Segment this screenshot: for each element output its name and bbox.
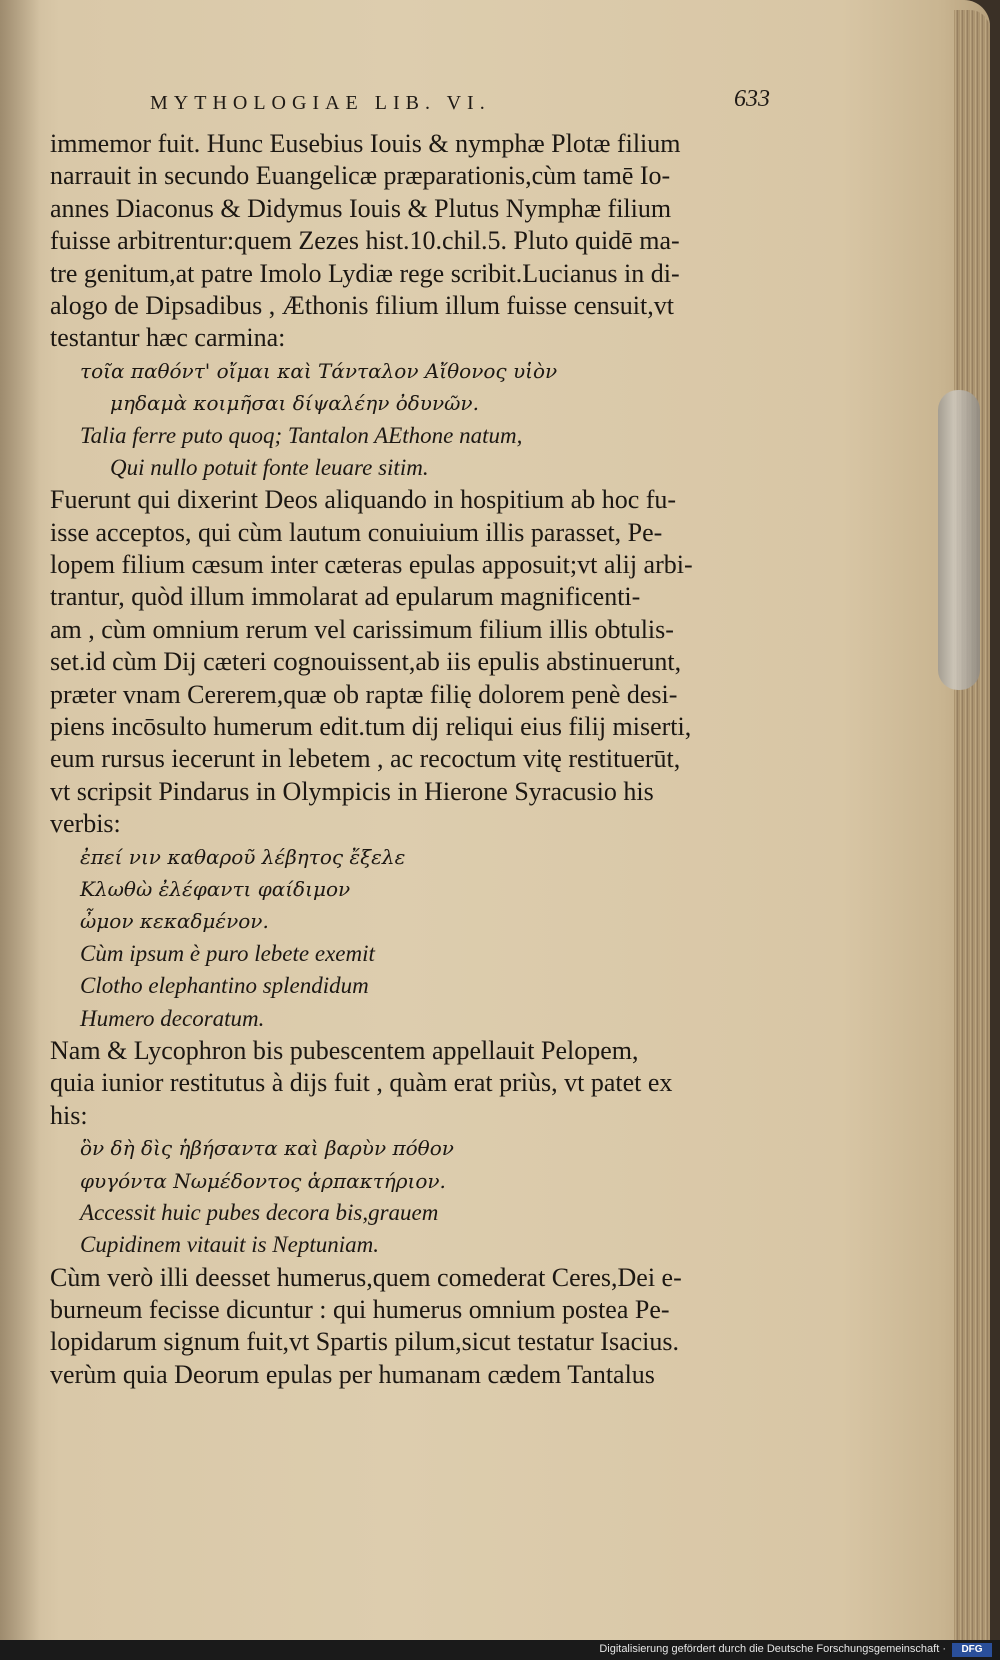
latin-verse-line: Cupidinem vitauit is Neptuniam. <box>80 1232 379 1258</box>
prose-line: set.id cùm Dij cæteri cognouissent,ab iis epulis abstinuerunt, <box>50 647 682 677</box>
greek-verse-line: μηδαμὰ κοιμῆσαι δίψαλέην ὀδυνῶν. <box>110 391 479 416</box>
latin-verse-line: Clotho elephantino splendidum <box>80 973 369 999</box>
prose-line: isse acceptos, qui cùm lautum conuiuium illis parasset, Pe- <box>50 517 663 547</box>
body-text <box>50 128 730 1391</box>
dfg-logo: DFG <box>952 1643 992 1657</box>
prose-line: piens incōsulto humerum edit.tum dij reliqui eius filij miserti, <box>50 712 692 742</box>
latin-verse-line: Talia ferre puto quoq; Tantalon AEthone natum, <box>80 422 523 448</box>
prose-line: verbis: <box>50 809 121 839</box>
greek-verse-line: ἐπεί νιν καθαροῦ λέβητος ἔξελε <box>80 844 406 869</box>
book-clasp <box>938 390 980 690</box>
prose-line: fuisse arbitrentur:quem Zezes hist.10.chil.5. Pluto quidē ma- <box>50 226 680 256</box>
greek-verse-line: Κλωθὼ ἐλέφαντι φαίδιμον <box>80 876 351 901</box>
prose-line: trantur, quòd illum immolarat ad epularum magnificenti- <box>50 582 641 612</box>
greek-verse-line: ὦμον κεκαδμένον. <box>80 909 269 934</box>
greek-verse-line: ὃν δὴ δὶς ἡβήσαντα καὶ βαρὺν πόθον <box>80 1136 454 1161</box>
prose-line: his: <box>50 1100 88 1130</box>
latin-verse-line: Accessit huic pubes decora bis,grauem <box>80 1199 439 1225</box>
prose-line: vt scripsit Pindarus in Olympicis in Hierone Syracusio his <box>50 776 654 806</box>
latin-verse-line: Qui nullo potuit fonte leuare sitim. <box>110 454 429 480</box>
prose-line: Cùm verò illi deesset humerus,quem comederat Ceres,Dei e- <box>50 1262 682 1292</box>
latin-verse-line: Humero decoratum. <box>80 1005 265 1031</box>
prose-line: eum rursus iecerunt in lebetem , ac recoctum vitę restituerūt, <box>50 744 681 774</box>
prose-line: verùm quia Deorum epulas per humanam cædem Tantalus <box>50 1359 655 1389</box>
prose-line: tre genitum,at patre Imolo Lydiæ rege scribit.Lucianus in di- <box>50 258 680 288</box>
greek-verse-line: τοῖα παθόντ' οἴμαι καὶ Τάνταλον Αἴθονος υἱὸν <box>80 358 558 383</box>
digitization-credit: Digitalisierung gefördert durch die Deutsche Forschungsgemeinschaft · <box>599 1643 946 1655</box>
prose-line: testantur hæc carmina: <box>50 323 286 353</box>
page-number: 633 <box>734 86 770 112</box>
prose-line: annes Diaconus & Didymus Iouis & Plutus Nymphæ filium <box>50 193 672 223</box>
prose-line: quia iunior restitutus à dijs fuit , quàm erat priùs, vt patet ex <box>50 1068 673 1098</box>
gutter-shadow <box>0 0 40 1640</box>
prose-line: narrauit in secundo Euangelicæ præparationis,cùm tamē Io- <box>50 161 671 191</box>
page-edges <box>954 10 990 1640</box>
page-header <box>150 86 770 122</box>
prose-line: lopem filium cæsum inter cæteras epulas apposuit;vt alij arbi- <box>50 550 693 580</box>
prose-line: Fuerunt qui dixerint Deos aliquando in hospitium ab hoc fu- <box>50 485 677 515</box>
prose-line: am , cùm omnium rerum vel carissimum filium illis obtulis- <box>50 614 674 644</box>
footer-bar <box>0 1640 1000 1660</box>
latin-verse-line: Cùm ipsum è puro lebete exemit <box>80 940 375 966</box>
greek-verse-line: φυγόντα Νωμέδοντος ἁρπακτήριον. <box>80 1168 446 1193</box>
prose-line: lopidarum signum fuit,vt Spartis pilum,sicut testatur Isacius. <box>50 1327 679 1357</box>
prose-line: burneum fecisse dicuntur : qui humerus omnium postea Pe- <box>50 1295 670 1325</box>
running-title: MYTHOLOGIAE LIB. VI. <box>150 92 491 114</box>
prose-line: alogo de Dipsadibus , Æthonis filium illum fuisse censuit,vt <box>50 290 674 320</box>
prose-line: præter vnam Cererem,quæ ob raptæ filię dolorem penè desi- <box>50 679 678 709</box>
prose-line: immemor fuit. Hunc Eusebius Iouis & nymphæ Plotæ filium <box>50 129 681 158</box>
prose-line: Nam & Lycophron bis pubescentem appellauit Pelopem, <box>50 1035 639 1065</box>
